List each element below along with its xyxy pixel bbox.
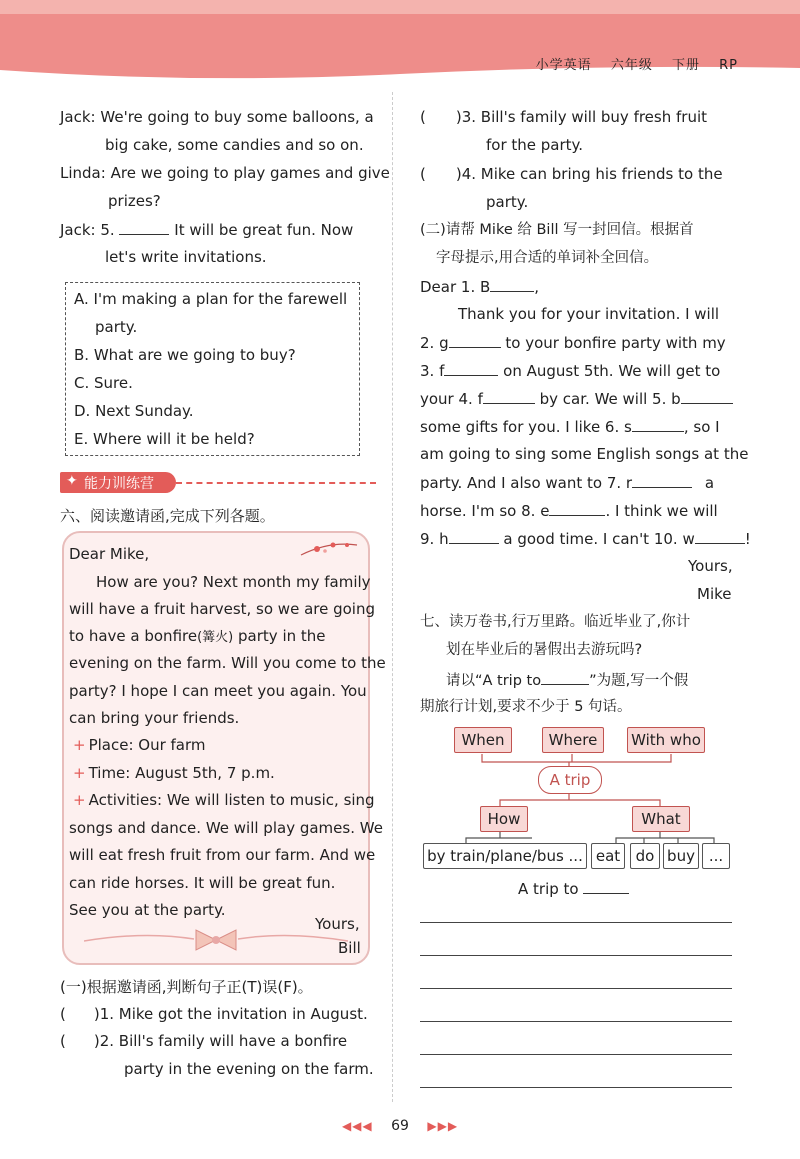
reply-text: a <box>704 474 715 492</box>
invitation-greeting: Dear Mike, <box>69 545 150 563</box>
header-subject: 小学英语 <box>535 58 592 73</box>
page-footer <box>0 1118 800 1134</box>
reply-line: Thank you for your invitation. I will <box>458 305 720 323</box>
writing-line[interactable] <box>420 1021 732 1022</box>
mindmap-do: do <box>630 843 660 869</box>
reply-line <box>420 332 726 353</box>
answer-blank-3[interactable] <box>444 360 498 376</box>
title-blank[interactable] <box>541 669 589 685</box>
judgment-text: )1. Mike got the invitation in August. <box>93 1005 368 1023</box>
writing-line[interactable] <box>420 1087 732 1088</box>
right-arrows-icon: ▶▶▶ <box>427 1119 459 1133</box>
invitation-line: songs and dance. We will play games. We <box>69 819 383 837</box>
left-arrows-icon: ◀◀◀ <box>341 1119 373 1133</box>
option-d: D. Next Sunday. <box>74 402 194 420</box>
invitation-line: How are you? Next month my family <box>96 573 371 591</box>
reply-text: by car. We will 5. b <box>539 390 681 408</box>
answer-blank-4[interactable] <box>483 388 535 404</box>
speaker-jack: Jack: <box>60 108 96 126</box>
reply-text: , <box>534 278 540 296</box>
place-text: Place: Our farm <box>88 736 206 754</box>
part-2-title: (二)请帮 Mike 给 Bill 写一封回信。根据首 <box>420 222 694 238</box>
writing-line[interactable] <box>420 955 732 956</box>
judgment-text: )4. Mike can bring his friends to the <box>455 165 723 183</box>
answer-blank-10[interactable] <box>695 528 745 544</box>
reply-text: Dear 1. B <box>420 278 491 296</box>
section-7-title: 七、读万卷书,行万里路。临近毕业了,你计 <box>420 614 691 630</box>
answer-blank-5[interactable] <box>119 219 169 235</box>
mindmap-how: How <box>480 806 528 832</box>
mindmap-what: What <box>632 806 690 832</box>
writing-line[interactable] <box>420 1054 732 1055</box>
page-header <box>0 0 800 82</box>
banner-star-icon: ✦ <box>66 473 78 489</box>
judgment-q2-cont: party in the evening on the farm. <box>124 1060 374 1078</box>
header-book-info <box>522 54 738 73</box>
plus-icon: + <box>73 736 86 754</box>
reply-text: 2. g <box>420 334 449 352</box>
reply-text: your 4. f <box>420 390 483 408</box>
reply-signature: Mike <box>697 585 732 603</box>
dialogue-line-1-cont: big cake, some candies and so on. <box>105 136 364 154</box>
reply-text: . I think we will <box>605 502 718 520</box>
section-banner <box>60 472 176 493</box>
mindmap-transport: by train/plane/bus ... <box>423 843 587 869</box>
answer-paren[interactable]: ( <box>420 108 426 126</box>
plus-icon: + <box>73 791 86 809</box>
reply-line: am going to sing some English songs at the <box>420 445 749 463</box>
banner-dashed-line <box>176 482 376 484</box>
writing-line[interactable] <box>420 988 732 989</box>
mindmap-eat: eat <box>591 843 625 869</box>
invitation-line: evening on the farm. Will you come to the <box>69 654 386 672</box>
invitation-activities <box>73 790 375 810</box>
speaker-linda: Linda: <box>60 164 106 182</box>
invitation-place <box>73 735 206 755</box>
reply-text: party. And I also want to 7. r <box>420 474 633 492</box>
dialogue-text: We're going to buy some balloons, a <box>100 108 374 126</box>
invitation-closing: Yours, <box>315 915 360 933</box>
reply-text: 3. f <box>420 362 445 380</box>
section-7-instruction <box>446 669 688 691</box>
mindmap-buy: buy <box>663 843 699 869</box>
invitation-line: can bring your friends. <box>69 709 240 727</box>
reply-text: horse. I'm so 8. e <box>420 502 550 520</box>
answer-paren[interactable]: ( <box>60 1032 66 1050</box>
header-volume: 下册 <box>671 58 700 73</box>
reply-closing: Yours, <box>688 557 733 575</box>
dialogue-line-1 <box>60 107 374 127</box>
dialogue-line-3 <box>60 219 353 240</box>
invitation-gloss: (篝火) <box>197 630 234 645</box>
ribbon-bow-icon <box>84 925 348 955</box>
section-6-title: 六、阅读邀请函,完成下列各题。 <box>60 507 275 525</box>
instruction-text: 请以“A trip to <box>446 673 542 689</box>
reply-text: on August 5th. We will get to <box>503 362 721 380</box>
reply-text: to your bonfire party with my <box>505 334 726 352</box>
invitation-line: will eat fresh fruit from our farm. And we <box>69 846 376 864</box>
reply-text: ! <box>744 530 751 548</box>
reply-line <box>420 416 720 437</box>
header-top-band <box>0 0 800 14</box>
section-7-instruction-cont: 期旅行计划,要求不少于 5 句话。 <box>420 699 632 715</box>
reply-text: , so I <box>683 418 720 436</box>
mindmap-center: A trip <box>538 766 602 794</box>
reply-line <box>420 472 714 493</box>
judgment-q2 <box>60 1031 347 1051</box>
dialogue-text: It will be great fun. Now <box>174 221 354 239</box>
part-2-title-cont: 字母提示,用合适的单词补全回信。 <box>436 250 659 266</box>
answer-blank-8[interactable] <box>549 500 605 516</box>
invitation-line: party? I hope I can meet you again. You <box>69 682 367 700</box>
reply-text: some gifts for you. I like 6. s <box>420 418 632 436</box>
reply-line <box>420 360 720 381</box>
answer-paren[interactable]: ( <box>60 1005 66 1023</box>
invitation-time <box>73 763 275 783</box>
dialogue-line-3-cont: let's write invitations. <box>105 248 267 266</box>
option-c: C. Sure. <box>74 374 133 392</box>
reply-line <box>420 388 733 409</box>
option-a: A. I'm making a plan for the farewell <box>74 290 348 308</box>
plus-icon: + <box>73 764 86 782</box>
speaker-jack: Jack: <box>60 221 96 239</box>
part-1-title: (一)根据邀请函,判断句子正(T)误(F)。 <box>60 978 313 996</box>
reply-greeting <box>420 276 539 297</box>
header-grade: 六年级 <box>610 58 653 73</box>
invitation-text: to have a bonfire <box>69 627 198 645</box>
writing-title <box>518 878 629 899</box>
writing-title-blank[interactable] <box>583 878 629 894</box>
option-e: E. Where will it be held? <box>74 430 255 448</box>
judgment-text: )3. Bill's family will buy fresh fruit <box>455 108 708 126</box>
invitation-signature: Bill <box>338 939 361 957</box>
dialogue-text: Are we going to play games and give <box>110 164 390 182</box>
section-7-title-cont: 划在毕业后的暑假出去游玩吗? <box>446 642 643 658</box>
answer-blank-2[interactable] <box>449 332 501 348</box>
answer-blank-5[interactable] <box>681 388 733 404</box>
writing-title-text: A trip to <box>518 880 579 898</box>
reply-line <box>420 500 718 521</box>
activities-text: Activities: We will listen to music, sing <box>88 791 375 809</box>
answer-paren[interactable]: ( <box>420 165 426 183</box>
invitation-line: will have a fruit harvest, so we are going <box>69 600 375 618</box>
dialogue-line-2 <box>60 163 390 183</box>
reply-text: 9. h <box>420 530 449 548</box>
judgment-q4-cont: party. <box>486 193 529 211</box>
mindmap-when: When <box>454 727 512 753</box>
answer-blank-1[interactable] <box>490 276 534 292</box>
banner-label: 能力训练营 <box>84 476 154 492</box>
writing-line[interactable] <box>420 922 732 923</box>
option-b: B. What are we going to buy? <box>74 346 296 364</box>
mindmap-connectors <box>420 750 740 850</box>
answer-blank-9[interactable] <box>449 528 499 544</box>
invitation-line: can ride horses. It will be great fun. <box>69 874 336 892</box>
answer-blank-7[interactable] <box>632 472 692 488</box>
option-a-cont: party. <box>95 318 138 336</box>
invitation-line: See you at the party. <box>69 901 226 919</box>
judgment-q1 <box>60 1004 368 1024</box>
judgment-text: )2. Bill's family will have a bonfire <box>93 1032 348 1050</box>
flower-branch-icon <box>299 537 361 559</box>
invitation-line <box>69 626 326 648</box>
header-edition: RP <box>719 58 738 73</box>
column-divider <box>392 92 393 1102</box>
judgment-q3 <box>420 107 707 127</box>
mindmap-with-who: With who <box>627 727 705 753</box>
mindmap-where: Where <box>542 727 604 753</box>
time-text: Time: August 5th, 7 p.m. <box>88 764 275 782</box>
reply-line <box>420 528 751 549</box>
judgment-q4 <box>420 164 723 184</box>
answer-blank-6[interactable] <box>632 416 684 432</box>
instruction-text: ”为题,写一个假 <box>589 673 689 689</box>
reply-text: a good time. I can't 10. w <box>503 530 695 548</box>
question-number: 5. <box>100 221 115 239</box>
invitation-text: party in the <box>238 627 326 645</box>
judgment-q3-cont: for the party. <box>486 136 584 154</box>
dialogue-line-2-cont: prizes? <box>108 192 161 210</box>
mindmap-more: ... <box>702 843 730 869</box>
page-number: 69 <box>391 1118 409 1134</box>
